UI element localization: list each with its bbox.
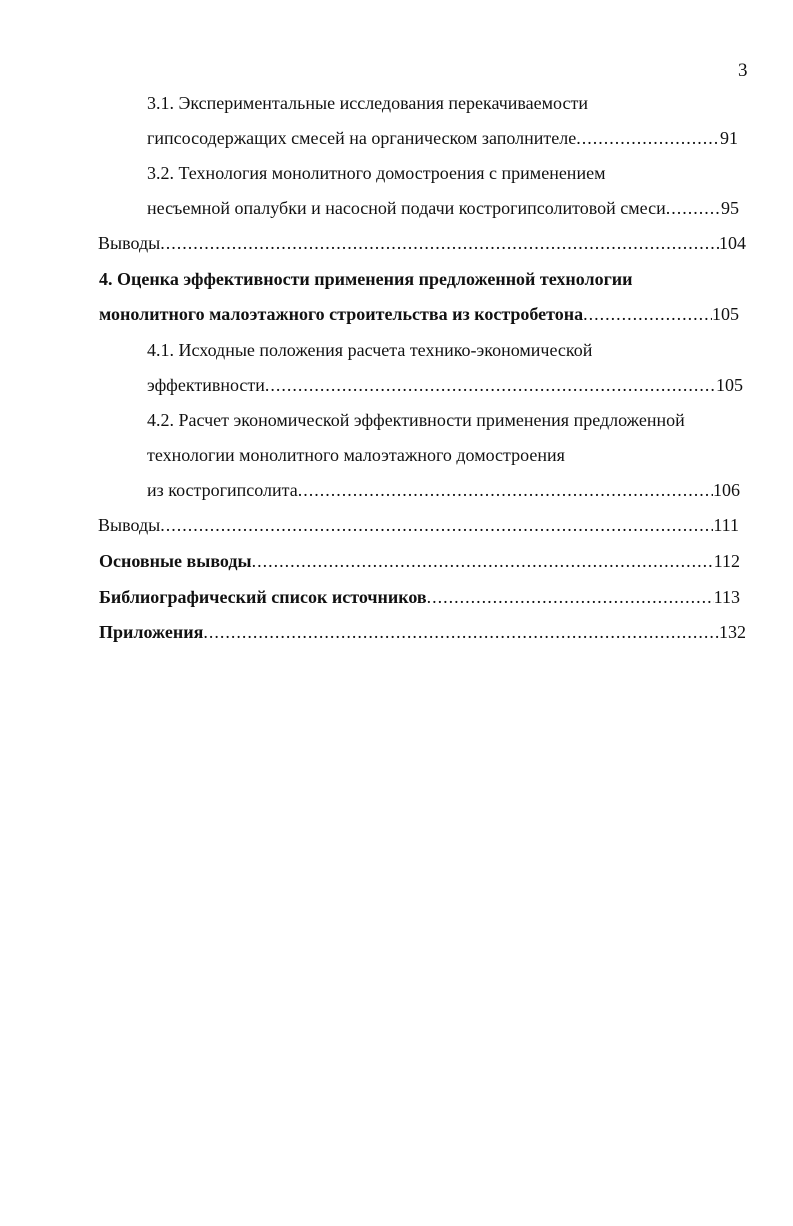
toc-entry-3-1[interactable] [147,124,738,152]
toc-page-number: 132 [719,622,746,642]
toc-page-number: 105 [712,304,739,324]
toc-page-number: 112 [713,551,740,571]
toc-entry-conclusions-4[interactable] [98,511,739,539]
toc-entry-3-2[interactable] [147,194,739,222]
toc-text: 4.2. Расчет экономической эффективности применения предложенной [147,410,685,430]
toc-text: 3.1. Экспериментальные исследования перекачиваемости [147,93,588,113]
dot-leader [298,476,713,504]
toc-entry-bibliography[interactable] [99,583,740,611]
toc-page-number: 106 [713,480,740,500]
toc-text: гипсосодержащих смесей на органическом заполнителе [147,128,577,148]
toc-page-number: 111 [713,515,739,535]
toc-entry-4-2-title-cont [147,441,565,469]
toc-page-number: 105 [716,375,743,395]
toc-entry-4-1-title [147,336,592,364]
toc-entry-chapter-4-title [99,265,633,293]
toc-text: Библиографический список источников [99,587,427,607]
dot-leader [576,124,720,152]
dot-leader [160,229,719,257]
toc-entry-3-2-title [147,159,605,187]
dot-leader [427,583,714,611]
toc-entry-main-conclusions[interactable] [99,547,740,575]
toc-text: 4. Оценка эффективности применения предложенной технологии [99,269,633,289]
toc-text: 4.1. Исходные положения расчета технико-экономической [147,340,593,360]
toc-text: 3.2. Технология монолитного домостроения с применением [147,163,606,183]
toc-entry-4-2-title [147,406,685,434]
toc-entry-4-2[interactable] [147,476,740,504]
toc-text: эффективности [147,375,265,395]
toc-page-number: 113 [713,587,740,607]
dot-leader [252,547,714,575]
toc-page-number: 95 [721,198,739,218]
dot-leader [265,371,716,399]
toc-text: из кострогипсолита [147,480,298,500]
toc-text: Основные выводы [99,551,252,571]
toc-text: технологии монолитного малоэтажного домостроения [147,445,565,465]
toc-text: Приложения [99,622,204,642]
toc-page-number: 91 [720,128,738,148]
toc-page-number: 104 [719,233,746,253]
toc-text: монолитного малоэтажного строительства из костробетона [99,304,584,324]
page-number: 3 [738,60,748,81]
toc-text: Выводы [98,233,161,253]
toc-text: несъемной опалубки и насосной подачи кострогипсолитовой смеси [147,198,666,218]
toc-entry-conclusions-3[interactable] [98,229,746,257]
toc-entry-appendices[interactable] [99,618,746,646]
toc-entry-3-1-title [147,89,588,117]
toc-entry-4-1[interactable] [147,371,743,399]
dot-leader [666,194,721,222]
dot-leader [160,511,713,539]
toc-entry-chapter-4[interactable] [99,300,739,328]
dot-leader [203,618,719,646]
toc-text: Выводы [98,515,161,535]
dot-leader [583,300,712,328]
